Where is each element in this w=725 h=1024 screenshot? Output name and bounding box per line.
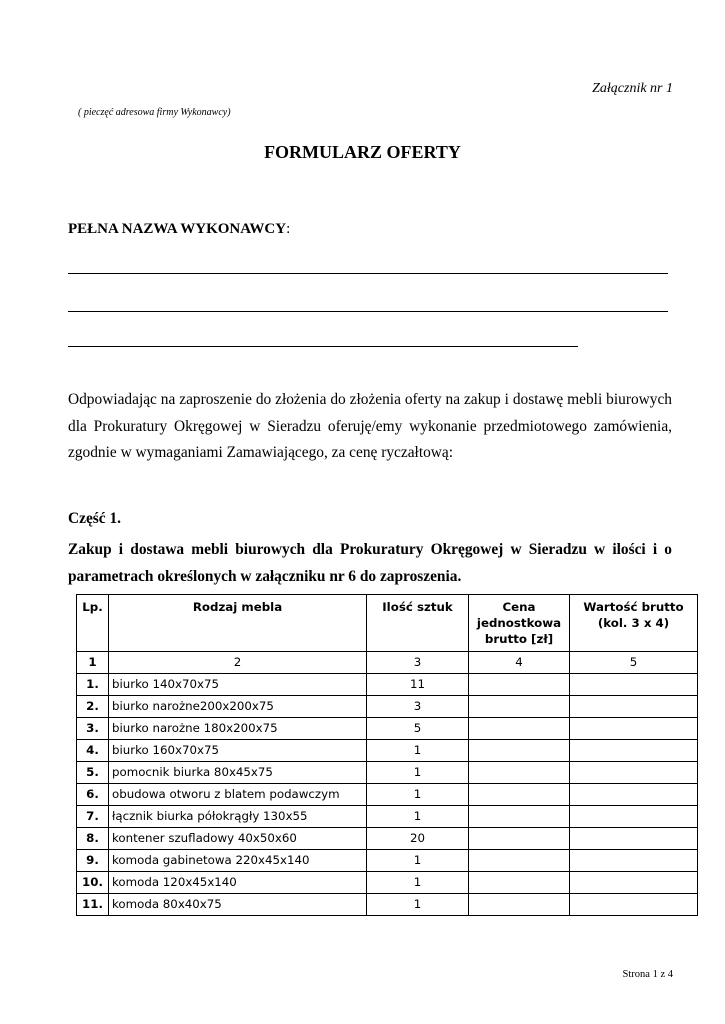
row-number: 4.: [77, 740, 109, 762]
furniture-name: komoda 80x40x75: [109, 894, 367, 916]
row-number: 10.: [77, 872, 109, 894]
unit-price-cell[interactable]: [469, 696, 570, 718]
table-row: [77, 740, 698, 762]
row-number: 11.: [77, 894, 109, 916]
unit-price-cell[interactable]: [469, 806, 570, 828]
gross-value-cell[interactable]: [570, 718, 698, 740]
column-number: 2: [109, 652, 367, 674]
furniture-name: biurko narożne200x200x75: [109, 696, 367, 718]
furniture-name: biurko 140x70x75: [109, 674, 367, 696]
row-number: 1.: [77, 674, 109, 696]
gross-value-cell[interactable]: [570, 696, 698, 718]
quantity-cell: 1: [367, 806, 469, 828]
quantity-cell: 1: [367, 894, 469, 916]
table-row: [77, 718, 698, 740]
table-row: [77, 784, 698, 806]
gross-value-cell[interactable]: [570, 784, 698, 806]
table-row: [77, 828, 698, 850]
header-unit-price: Cena jednostkowa brutto [zł]: [469, 595, 570, 652]
furniture-name: komoda 120x45x140: [109, 872, 367, 894]
column-number: 4: [469, 652, 570, 674]
column-number: 5: [570, 652, 698, 674]
row-number: 9.: [77, 850, 109, 872]
header-quantity: Ilość sztuk: [367, 595, 469, 652]
unit-price-cell[interactable]: [469, 850, 570, 872]
gross-value-cell[interactable]: [570, 762, 698, 784]
column-number: 1: [77, 652, 109, 674]
page-number: Strona 1 z 4: [622, 969, 673, 980]
quantity-cell: 11: [367, 674, 469, 696]
quantity-cell: 5: [367, 718, 469, 740]
unit-price-cell[interactable]: [469, 828, 570, 850]
table-row: [77, 850, 698, 872]
header-lp: Lp.: [77, 595, 109, 652]
quantity-cell: 1: [367, 762, 469, 784]
unit-price-cell[interactable]: [469, 740, 570, 762]
furniture-name: biurko narożne 180x200x75: [109, 718, 367, 740]
header-furniture-type: Rodzaj mebla: [109, 595, 367, 652]
furniture-name: komoda gabinetowa 220x45x140: [109, 850, 367, 872]
gross-value-cell[interactable]: [570, 894, 698, 916]
header-gross-value: Wartość brutto (kol. 3 x 4): [570, 595, 698, 652]
quantity-cell: 1: [367, 872, 469, 894]
contractor-name-label: [68, 221, 290, 238]
gross-value-cell[interactable]: [570, 850, 698, 872]
quantity-cell: 1: [367, 784, 469, 806]
gross-value-cell[interactable]: [570, 828, 698, 850]
furniture-name: kontener szufladowy 40x50x60: [109, 828, 367, 850]
table-row: [77, 894, 698, 916]
table-row: [77, 762, 698, 784]
unit-price-cell[interactable]: [469, 872, 570, 894]
furniture-name: obudowa otworu z blatem podawczym: [109, 784, 367, 806]
quantity-cell: 3: [367, 696, 469, 718]
gross-value-cell[interactable]: [570, 872, 698, 894]
unit-price-cell[interactable]: [469, 762, 570, 784]
gross-value-cell[interactable]: [570, 806, 698, 828]
quantity-cell: 20: [367, 828, 469, 850]
table-header-row: [77, 595, 698, 652]
row-number: 2.: [77, 696, 109, 718]
furniture-name: łącznik biurka półokrągły 130x55: [109, 806, 367, 828]
table-row: [77, 806, 698, 828]
contractor-name-line-2[interactable]: [68, 311, 668, 312]
unit-price-cell[interactable]: [469, 718, 570, 740]
contractor-label-colon: :: [286, 221, 291, 237]
contractor-name-line-3[interactable]: [68, 346, 578, 347]
quantity-cell: 1: [367, 740, 469, 762]
table-row: [77, 872, 698, 894]
form-title: FORMULARZ OFERTY: [264, 142, 461, 162]
unit-price-cell[interactable]: [469, 894, 570, 916]
part-heading: Część 1.: [68, 510, 121, 527]
row-number: 8.: [77, 828, 109, 850]
company-stamp-note: ( pieczęć adresowa firmy Wykonawcy): [78, 107, 231, 118]
gross-value-cell[interactable]: [570, 674, 698, 696]
furniture-name: pomocnik biurka 80x45x75: [109, 762, 367, 784]
row-number: 7.: [77, 806, 109, 828]
row-number: 5.: [77, 762, 109, 784]
part-description: Zakup i dostawa mebli biurowych dla Prokuratury Okręgowej w Sieradzu w ilości i o parametrach określonych w załączniku nr 6 do zaproszenia.: [68, 541, 672, 585]
quantity-cell: 1: [367, 850, 469, 872]
contractor-label-text: PEŁNA NAZWA WYKONAWCY: [68, 221, 287, 237]
table-row: [77, 674, 698, 696]
furniture-name: biurko 160x70x75: [109, 740, 367, 762]
column-number-row: [77, 652, 698, 674]
column-number: 3: [367, 652, 469, 674]
offer-table: [76, 594, 698, 916]
unit-price-cell[interactable]: [469, 674, 570, 696]
row-number: 6.: [77, 784, 109, 806]
contractor-name-line-1[interactable]: [68, 273, 668, 274]
attachment-label: Załącznik nr 1: [592, 81, 673, 96]
table-row: [77, 696, 698, 718]
unit-price-cell[interactable]: [469, 784, 570, 806]
intro-paragraph: Odpowiadając na zaproszenie do złożenia do złożenia oferty na zakup i dostawę mebli biurowych dla Prokuratury Okręgowej w Sieradzu oferuję/emy wykonanie przedmiotowego zamówienia, zgodnie w wymaganiami Zamawiającego, za cenę ryczałtową:: [68, 391, 672, 461]
gross-value-cell[interactable]: [570, 740, 698, 762]
row-number: 3.: [77, 718, 109, 740]
